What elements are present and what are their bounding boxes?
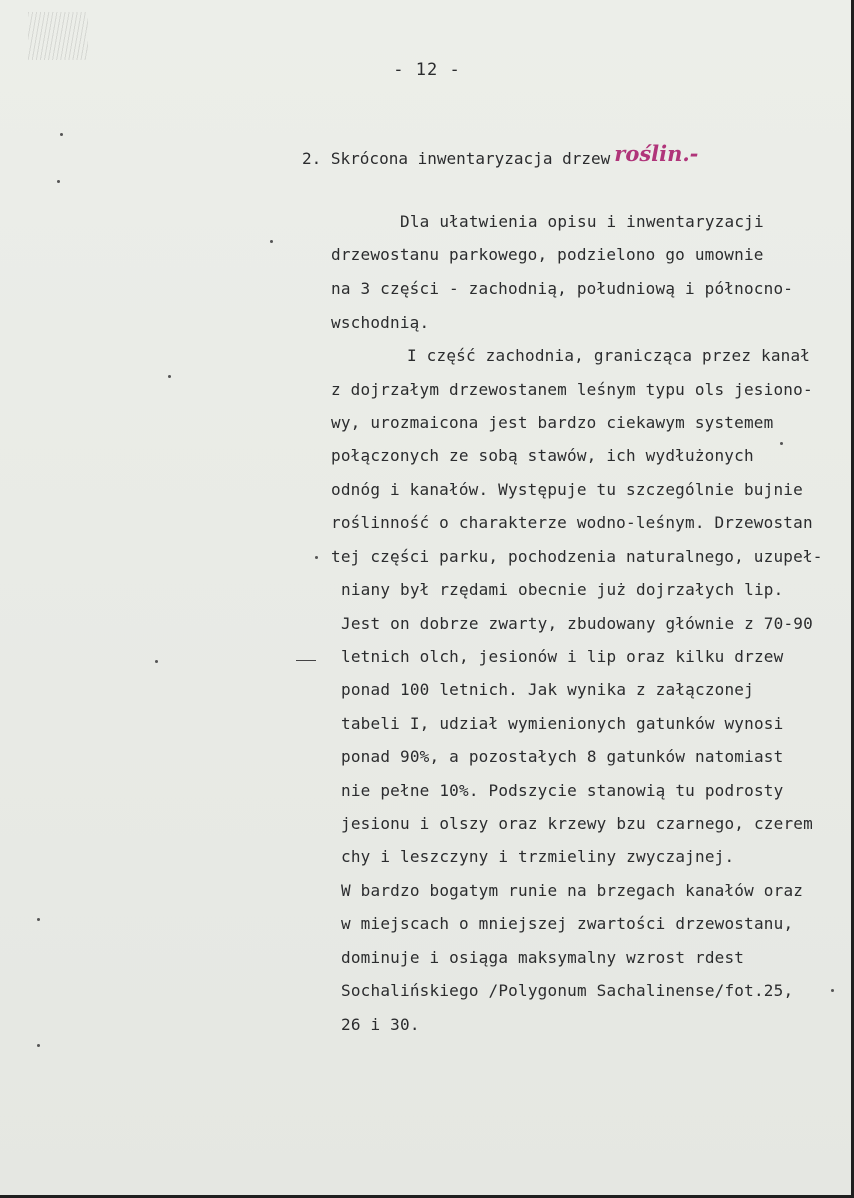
body-line: roślinność o charakterze wodno-leśnym. Drzewostan — [331, 513, 813, 532]
speck — [270, 240, 273, 243]
scan-smudge — [28, 12, 88, 60]
body-line: na 3 części - zachodnią, południową i północno- — [331, 279, 794, 298]
handwritten-correction: roślin.- — [614, 141, 699, 166]
speck — [168, 375, 171, 378]
body-line: dominuje i osiąga maksymalny wzrost rdest — [341, 948, 745, 967]
body-line: Jest on dobrze zwarty, zbudowany głównie z 70-90 — [341, 614, 813, 633]
body-line: wy, urozmaicona jest bardzo ciekawym systemem — [331, 413, 774, 432]
body-line: W bardzo bogatym runie na brzegach kanałów oraz — [341, 881, 804, 900]
speck — [831, 989, 834, 992]
body-line: w miejscach o mniejszej zwartości drzewostanu, — [341, 914, 794, 933]
page-number: - 12 - — [393, 60, 461, 80]
body-line: połączonych ze sobą stawów, ich wydłużonych — [331, 446, 754, 465]
speck — [37, 918, 40, 921]
body-line: tej części parku, pochodzenia naturalnego, uzupeł- — [331, 547, 823, 566]
body-line: tabeli I, udział wymienionych gatunków wynosi — [341, 714, 784, 733]
section-heading — [302, 141, 699, 169]
body-line: I część zachodnia, granicząca przez kanał — [407, 346, 811, 365]
body-line: chy i leszczyny i trzmieliny zwyczajnej. — [341, 847, 735, 866]
body-line: nie pełne 10%. Podszycie stanowią tu podrosty — [341, 781, 784, 800]
body-line: odnóg i kanałów. Występuje tu szczególnie bujnie — [331, 480, 803, 499]
body-line: ponad 90%, a pozostałych 8 gatunków natomiast — [341, 747, 784, 766]
body-line: z dojrzałym drzewostanem leśnym typu ols jesiono- — [331, 380, 813, 399]
body-line: ponad 100 letnich. Jak wynika z załączonej — [341, 680, 754, 699]
speck — [155, 660, 158, 663]
section-heading-text: 2. Skrócona inwentaryzacja drzew — [302, 149, 611, 168]
body-line: niany był rzędami obecnie już dojrzałych lip. — [341, 580, 784, 599]
body-line: letnich olch, jesionów i lip oraz kilku drzew — [341, 647, 784, 666]
speck — [57, 180, 60, 183]
body-line: jesionu i olszy oraz krzewy bzu czarnego, czerem — [341, 814, 813, 833]
body-line: Sochalińskiego /Polygonum Sachalinense/fot.25, — [341, 981, 794, 1000]
body-line: Dla ułatwienia opisu i inwentaryzacji — [400, 212, 764, 231]
speck — [780, 442, 783, 445]
speck — [60, 133, 63, 136]
body-line: drzewostanu parkowego, podzielono go umownie — [331, 245, 764, 264]
body-line: 26 i 30. — [341, 1015, 420, 1034]
speck — [37, 1044, 40, 1047]
margin-dash — [296, 660, 316, 661]
speck — [315, 556, 318, 559]
body-line: wschodnią. — [331, 313, 430, 332]
